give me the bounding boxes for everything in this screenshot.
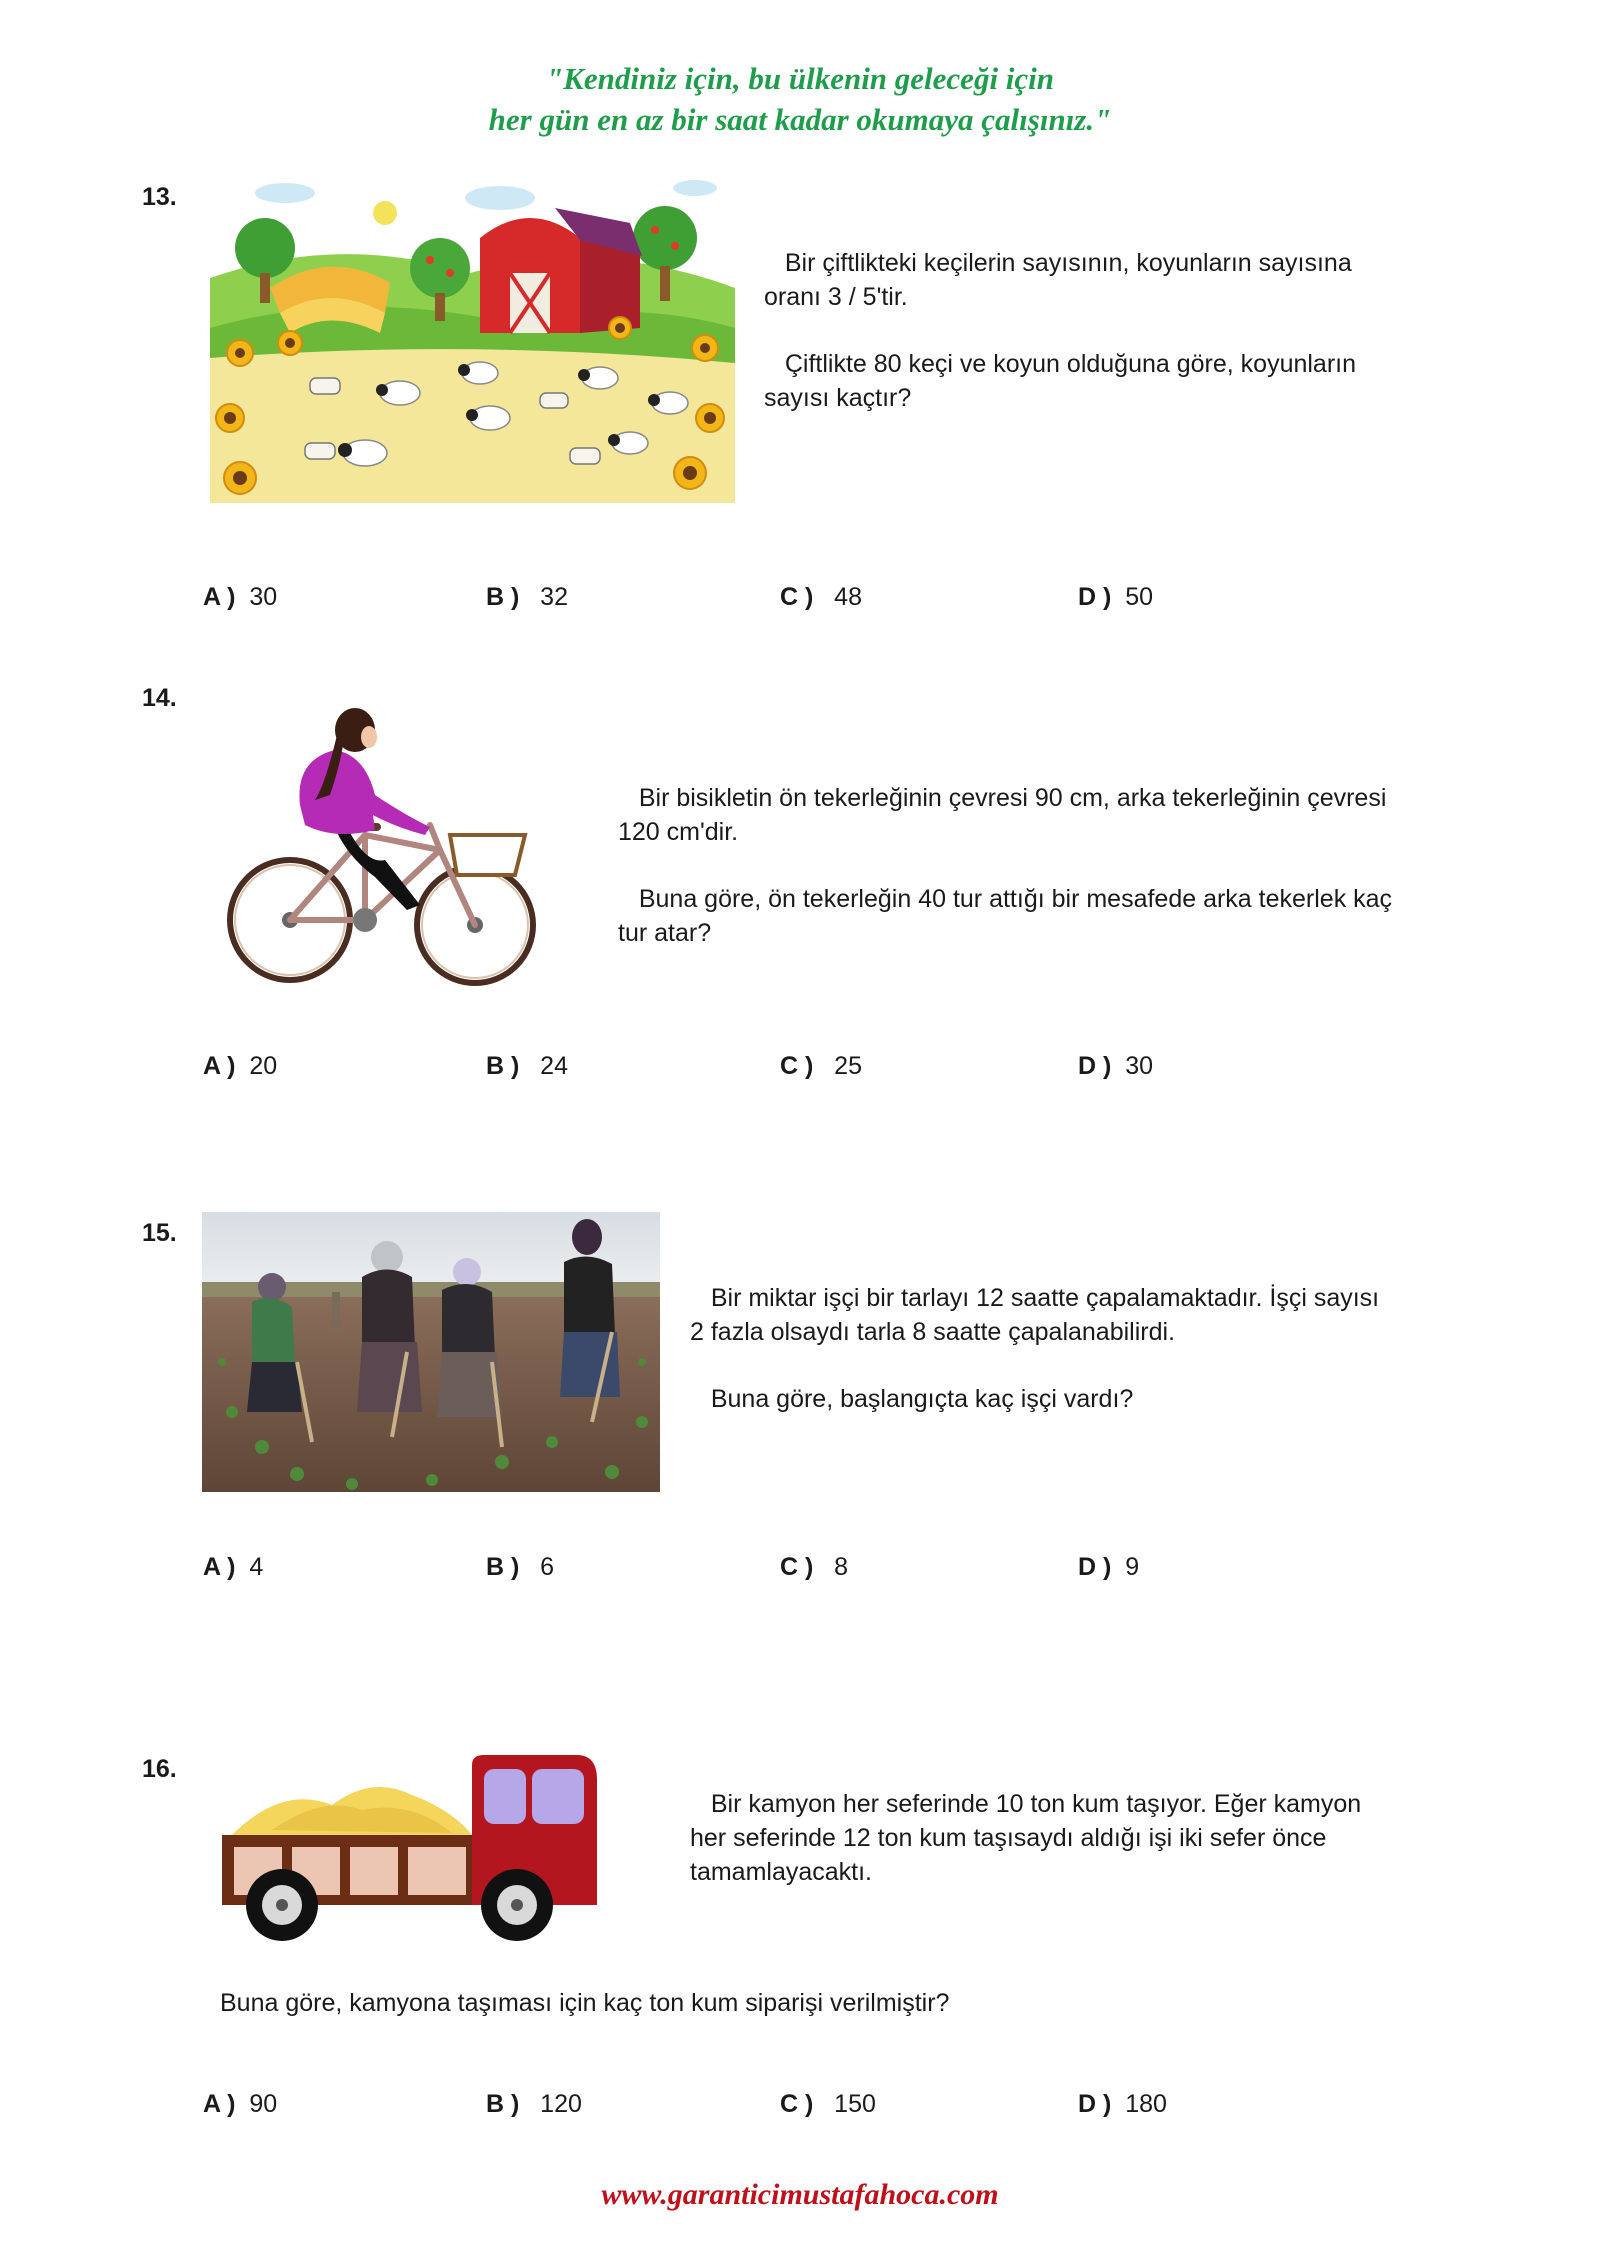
question-15-option-d[interactable] bbox=[1078, 1553, 1139, 1582]
question-14-option-a[interactable] bbox=[203, 1052, 277, 1081]
option-value: 90 bbox=[249, 2090, 278, 2118]
option-letter: A ) bbox=[203, 1553, 236, 1581]
option-letter: B ) bbox=[486, 2090, 520, 2118]
question-16-option-c[interactable] bbox=[780, 2090, 876, 2119]
footer-website-link[interactable]: www.garanticimustafahoca.com bbox=[601, 2178, 999, 2211]
question-16-text bbox=[690, 1787, 1370, 1889]
question-16-option-d[interactable] bbox=[1078, 2090, 1167, 2119]
question-13-paragraph-1: Bir çiftlikteki keçilerin sayısının, koyunların sayısına oranı 3 / 5'tir. bbox=[764, 249, 1359, 311]
option-letter: D ) bbox=[1078, 1052, 1112, 1080]
question-14-option-c[interactable] bbox=[780, 1052, 862, 1081]
quote-line-2: her gün en az bir saat kadar okumaya çalışınız." bbox=[488, 102, 1112, 137]
option-value: 9 bbox=[1125, 1553, 1140, 1581]
option-value: 30 bbox=[1125, 1052, 1154, 1080]
option-letter: D ) bbox=[1078, 583, 1112, 611]
option-letter: C ) bbox=[780, 583, 814, 611]
question-14-paragraph-1: Bir bisikletin ön tekerleğinin çevresi 90 cm, arka tekerleğinin çevresi 120 cm'dir. bbox=[618, 784, 1394, 846]
option-value: 50 bbox=[1125, 583, 1154, 611]
option-letter: B ) bbox=[486, 583, 520, 611]
question-16-number: 16. bbox=[142, 1755, 177, 1783]
question-15-option-a[interactable] bbox=[203, 1553, 263, 1582]
question-15-paragraph-1: Bir miktar işçi bir tarlayı 12 saatte çapalamaktadır. İşçi sayısı 2 fazla olsaydı tarla 8 saatte çapalanabilirdi. bbox=[690, 1284, 1387, 1346]
question-15-number: 15. bbox=[142, 1219, 177, 1247]
quote-line-1: "Kendiniz için, bu ülkenin geleceği için bbox=[545, 61, 1055, 96]
option-letter: B ) bbox=[486, 1052, 520, 1080]
question-16-paragraph-1: Bir kamyon her seferinde 10 ton kum taşıyor. Eğer kamyon her seferinde 12 ton kum taşısaydı aldığı işi iki sefer önce tamamlayacaktı. bbox=[690, 1790, 1369, 1886]
option-letter: A ) bbox=[203, 2090, 236, 2118]
question-13-number: 13. bbox=[142, 183, 177, 211]
question-13-option-c[interactable] bbox=[780, 583, 862, 612]
option-letter: C ) bbox=[780, 2090, 814, 2118]
question-13-text bbox=[764, 246, 1374, 415]
question-16-question-line: Buna göre, kamyona taşıması için kaç ton kum siparişi verilmiştir? bbox=[220, 1989, 950, 2017]
question-13-option-b[interactable] bbox=[486, 583, 568, 612]
option-value: 25 bbox=[834, 1052, 862, 1080]
option-letter: C ) bbox=[780, 1052, 814, 1080]
option-value: 32 bbox=[540, 583, 568, 611]
question-13-paragraph-2: Çiftlikte 80 keçi ve koyun olduğuna göre, koyunların sayısı kaçtır? bbox=[764, 350, 1363, 412]
option-value: 150 bbox=[834, 2090, 876, 2118]
option-value: 24 bbox=[540, 1052, 568, 1080]
option-value: 30 bbox=[249, 583, 278, 611]
question-13-option-a[interactable] bbox=[203, 583, 277, 612]
option-value: 6 bbox=[540, 1553, 555, 1581]
sand-truck-illustration bbox=[212, 1755, 602, 1945]
question-14-number: 14. bbox=[142, 684, 177, 712]
question-15-option-b[interactable] bbox=[486, 1553, 554, 1582]
motivational-quote bbox=[0, 58, 1600, 140]
question-15-paragraph-2: Buna göre, başlangıçta kaç işçi vardı? bbox=[690, 1385, 1134, 1413]
option-value: 120 bbox=[540, 2090, 582, 2118]
option-letter: C ) bbox=[780, 1553, 814, 1581]
question-15-text bbox=[690, 1281, 1390, 1416]
option-letter: D ) bbox=[1078, 1553, 1112, 1581]
question-14-paragraph-2: Buna göre, ön tekerleğin 40 tur attığı bir mesafede arka tekerlek kaç tur atar? bbox=[618, 885, 1399, 947]
option-value: 48 bbox=[834, 583, 862, 611]
bicycle-rider-illustration bbox=[225, 705, 540, 995]
question-15-option-c[interactable] bbox=[780, 1553, 848, 1582]
field-workers-photo bbox=[202, 1212, 660, 1492]
option-value: 8 bbox=[834, 1553, 849, 1581]
option-letter: D ) bbox=[1078, 2090, 1112, 2118]
question-13-option-d[interactable] bbox=[1078, 583, 1153, 612]
option-value: 4 bbox=[249, 1553, 264, 1581]
question-16-option-b[interactable] bbox=[486, 2090, 582, 2119]
question-14-option-b[interactable] bbox=[486, 1052, 568, 1081]
option-letter: B ) bbox=[486, 1553, 520, 1581]
farm-illustration bbox=[210, 178, 735, 503]
question-14-option-d[interactable] bbox=[1078, 1052, 1153, 1081]
option-value: 20 bbox=[249, 1052, 278, 1080]
option-value: 180 bbox=[1125, 2090, 1167, 2118]
option-letter: A ) bbox=[203, 1052, 236, 1080]
option-letter: A ) bbox=[203, 583, 236, 611]
question-14-text bbox=[618, 781, 1398, 950]
question-16-option-a[interactable] bbox=[203, 2090, 277, 2119]
